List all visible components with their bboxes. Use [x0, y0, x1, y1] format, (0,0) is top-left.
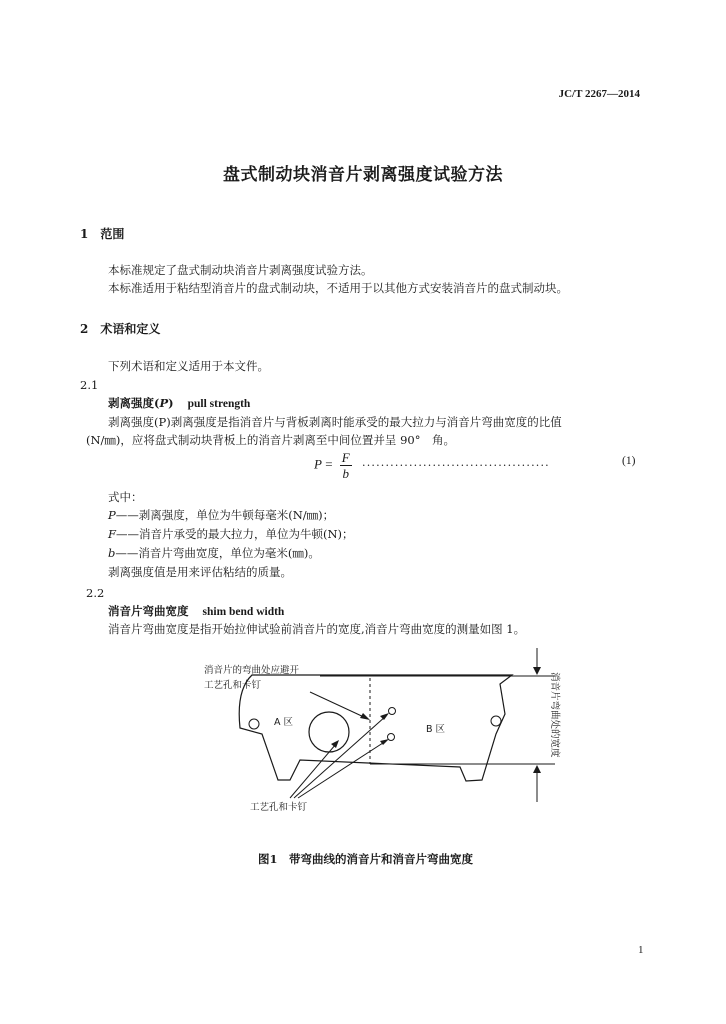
- formula-equals: =: [321, 456, 333, 472]
- where-label: 式中：: [108, 490, 143, 504]
- term-2-1-number: 2.1: [80, 378, 99, 392]
- section-2-heading: 2 术语和定义: [80, 322, 161, 336]
- term-2-1-cn: 剥离强度(: [108, 396, 160, 410]
- formula-numerator: F: [341, 450, 350, 465]
- left-ear-hole: [249, 719, 259, 729]
- leader-rivet-upper-arrowhead: [380, 713, 389, 720]
- formula-denominator: b: [342, 466, 350, 481]
- figure-zone-a: A 区: [274, 717, 294, 728]
- variable-p-desc: ——剥离强度，单位为牛顿每毫米(N/㎜)；: [115, 508, 335, 522]
- term-2-1-definition-line-1: 剥离强度(P)剥离强度是指消音片与背板剥离时能承受的最大拉力与消音片弯曲宽度的比值: [108, 415, 562, 429]
- width-arrowhead-top: [533, 667, 541, 675]
- brake-pad-outline: [239, 675, 512, 781]
- term-2-1-cn-close: ): [168, 396, 174, 410]
- leader-rivet-upper: [294, 716, 386, 798]
- formula-1: [314, 450, 352, 481]
- variable-f-desc: ——消音片承受的最大拉力，单位为牛顿(N)；: [115, 527, 354, 541]
- term-2-2-definition: 消音片弯曲宽度是指开始拉伸试验前消音片的宽度,消音片弯曲宽度的测量如图 1。: [108, 622, 526, 636]
- formula-lhs: P: [314, 456, 322, 472]
- figure-label-right: 消音片弯曲处的宽度: [549, 672, 560, 758]
- figure-1-diagram: [190, 640, 590, 820]
- leader-top-arrowhead: [360, 713, 370, 720]
- rivet-upper: [389, 708, 396, 715]
- section-1-heading: 1 范围: [80, 227, 125, 241]
- term-2-1-definition-line-2: (N/㎜)，应将盘式制动块背板上的消音片剥离至中间位置并呈 90° 角。: [86, 433, 455, 447]
- variable-p-symbol: P: [108, 508, 116, 522]
- term-2-1-title: [108, 395, 250, 411]
- formula-number: (1): [622, 455, 636, 467]
- document-title: 盘式制动块消音片剥离强度试验方法: [223, 165, 503, 185]
- variable-f: [108, 526, 354, 542]
- page-number: 1: [638, 944, 644, 956]
- formula-fraction: [340, 450, 352, 481]
- figure-caption: 图1 带弯曲线的消音片和消音片弯曲宽度: [258, 852, 473, 866]
- standard-code: JC/T 2267—2014: [558, 88, 640, 100]
- term-2-2-title: [108, 603, 284, 619]
- figure-zone-b: B 区: [426, 724, 446, 735]
- process-hole: [309, 712, 349, 752]
- leader-process-hole: [290, 744, 336, 798]
- formula-leader-dots: ........................................: [362, 456, 550, 469]
- term-2-2-en: shim bend width: [202, 606, 285, 618]
- variable-p: [108, 507, 334, 523]
- variable-f-symbol: F: [108, 527, 116, 541]
- right-ear-hole: [491, 716, 501, 726]
- term-2-1-symbol: P: [159, 396, 169, 410]
- term-2-1-en: pull strength: [187, 398, 251, 410]
- leader-rivet-lower: [298, 741, 386, 798]
- figure-label-top-line-2: 工艺孔和卡钉: [204, 680, 262, 691]
- section-1-line-2: 本标准适用于粘结型消音片的盘式制动块，不适用于以其他方式安装消音片的盘式制动块。: [108, 281, 568, 295]
- variable-b-symbol: b: [108, 546, 116, 560]
- term-2-2-cn: 消音片弯曲宽度: [108, 604, 189, 618]
- width-arrowhead-bottom: [533, 765, 541, 773]
- figure-label-bottom: 工艺孔和卡钉: [250, 802, 308, 813]
- section-1-line-1: 本标准规定了盘式制动块消音片剥离强度试验方法。: [108, 263, 373, 277]
- figure-label-top-line-1: 消音片的弯曲处应避开: [204, 665, 300, 676]
- variable-b: [108, 545, 320, 561]
- term-2-1-note: 剥离强度值是用来评估粘结的质量。: [108, 565, 292, 579]
- section-2-intro: 下列术语和定义适用于本文件。: [108, 359, 269, 373]
- leader-process-hole-arrowhead: [331, 740, 339, 748]
- variable-b-desc: ——消音片弯曲宽度，单位为毫米(㎜)。: [115, 546, 320, 560]
- term-2-2-number: 2.2: [86, 586, 105, 600]
